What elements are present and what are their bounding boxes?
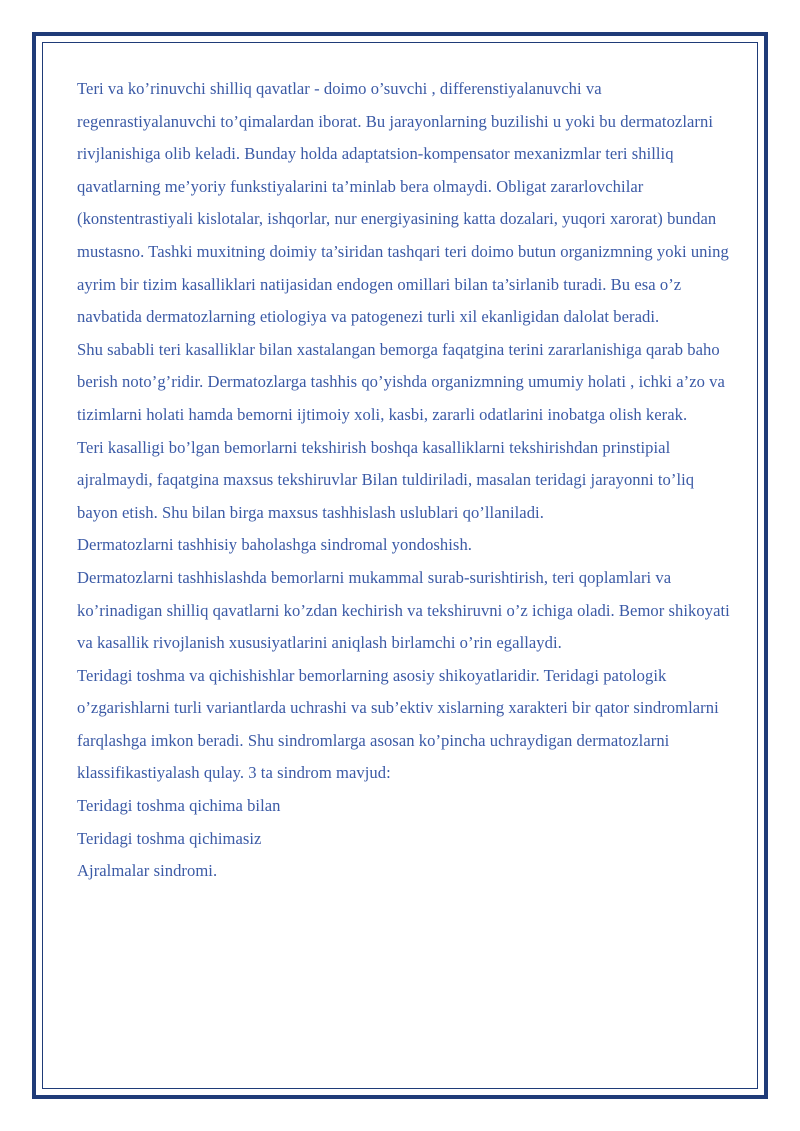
paragraph-examination: Teri kasalligi bo’lgan bemorlarni tekshirish boshqa kasalliklarni tekshirishdan prinstipial ajralmaydi, faqatgina maxsus tekshiruvlar Bilan tuldiriladi, masalan teridagi jarayonni to’liq bayon etish. Shu bilan birga maxsus tashhislash uslublari qo’llaniladi. [77, 437, 695, 522]
syndrome-item: Teridagi toshma qichima bilan [77, 796, 281, 816]
document-body [77, 73, 737, 888]
paragraph-intro: Teri va ko’rinuvchi shilliq qavatlar - doimo o’suvchi , differenstiyalanuvchi va regenrastiyalanuvchi to’qimalardan iborat. Bu jarayonlarning buzilishi u yoki bu dermatozlarni rivjlanishiga olib keladi. Bunday holda adaptatsion-kompensator mexanizmlar teri shilliq qavatlarning me’yoriy funkstiyalarini ta’minlab bera olmaydi. Obligat zararlovchilar (konstentrastiyali kislotalar, ishqorlar, nur energiyasining katta dozalari, yuqori xarorat) bundan mustasno. Tashki muxitning doimiy ta’siridan tashqari teri doimo butun organizmning yoki uning ayrim bir tizim kasalliklari natijasidan endogen omillari bilan ta’sirlanib turadi. Bu esa o’z navbatida dermatozlarning etiologiya va patogenezi turli xil ekanligidan dalolat beradi. [77, 79, 729, 327]
paragraph-diagnosis: Dermatozlarni tashhislashda bemorlarni mukammal surab-surishtirish, teri qoplamlari va ko’rinadigan shilliq qavatlarni ko’zdan kechirish va tekshiruvni o’z ichiga oladi. Bemor shikoyati va kasallik rivojlanish xususiyatlarini aniqlash birlamchi o’rin egallaydi. [77, 567, 730, 653]
syndrome-item: Teridagi toshma qichimasiz [77, 828, 262, 848]
paragraph-syndromal-heading: Dermatozlarni tashhisiy baholashga sindromal yondoshish. [77, 535, 472, 555]
paragraph-assessment: Shu sababli teri kasalliklar bilan xastalangan bemorga faqatgina terini zararlanishiga qarab baho berish noto’g’ridir. Dermatozlarga tashhis qo’yishda organizmning umumiy holati , ichki a’zo va tizimlarni holati hamda bemorni ijtimoiy xoli, kasbi, zararli odatlarini inobatga olish kerak. [77, 339, 725, 424]
paragraph-complaints: Teridagi toshma va qichishishlar bemorlarning asosiy shikoyatlaridir. Teridagi patologik o’zgarishlarni turli variantlarda uchrashi va sub’ektiv xislarning xarakteri bir qator sindromlarni farqlashga imkon beradi. Shu sindromlarga asosan ko’pincha uchraydigan dermatozlarni klassifikastiyalash qulay. 3 ta sindrom mavjud: [77, 665, 719, 783]
syndrome-item: Ajralmalar sindromi. [77, 861, 218, 881]
